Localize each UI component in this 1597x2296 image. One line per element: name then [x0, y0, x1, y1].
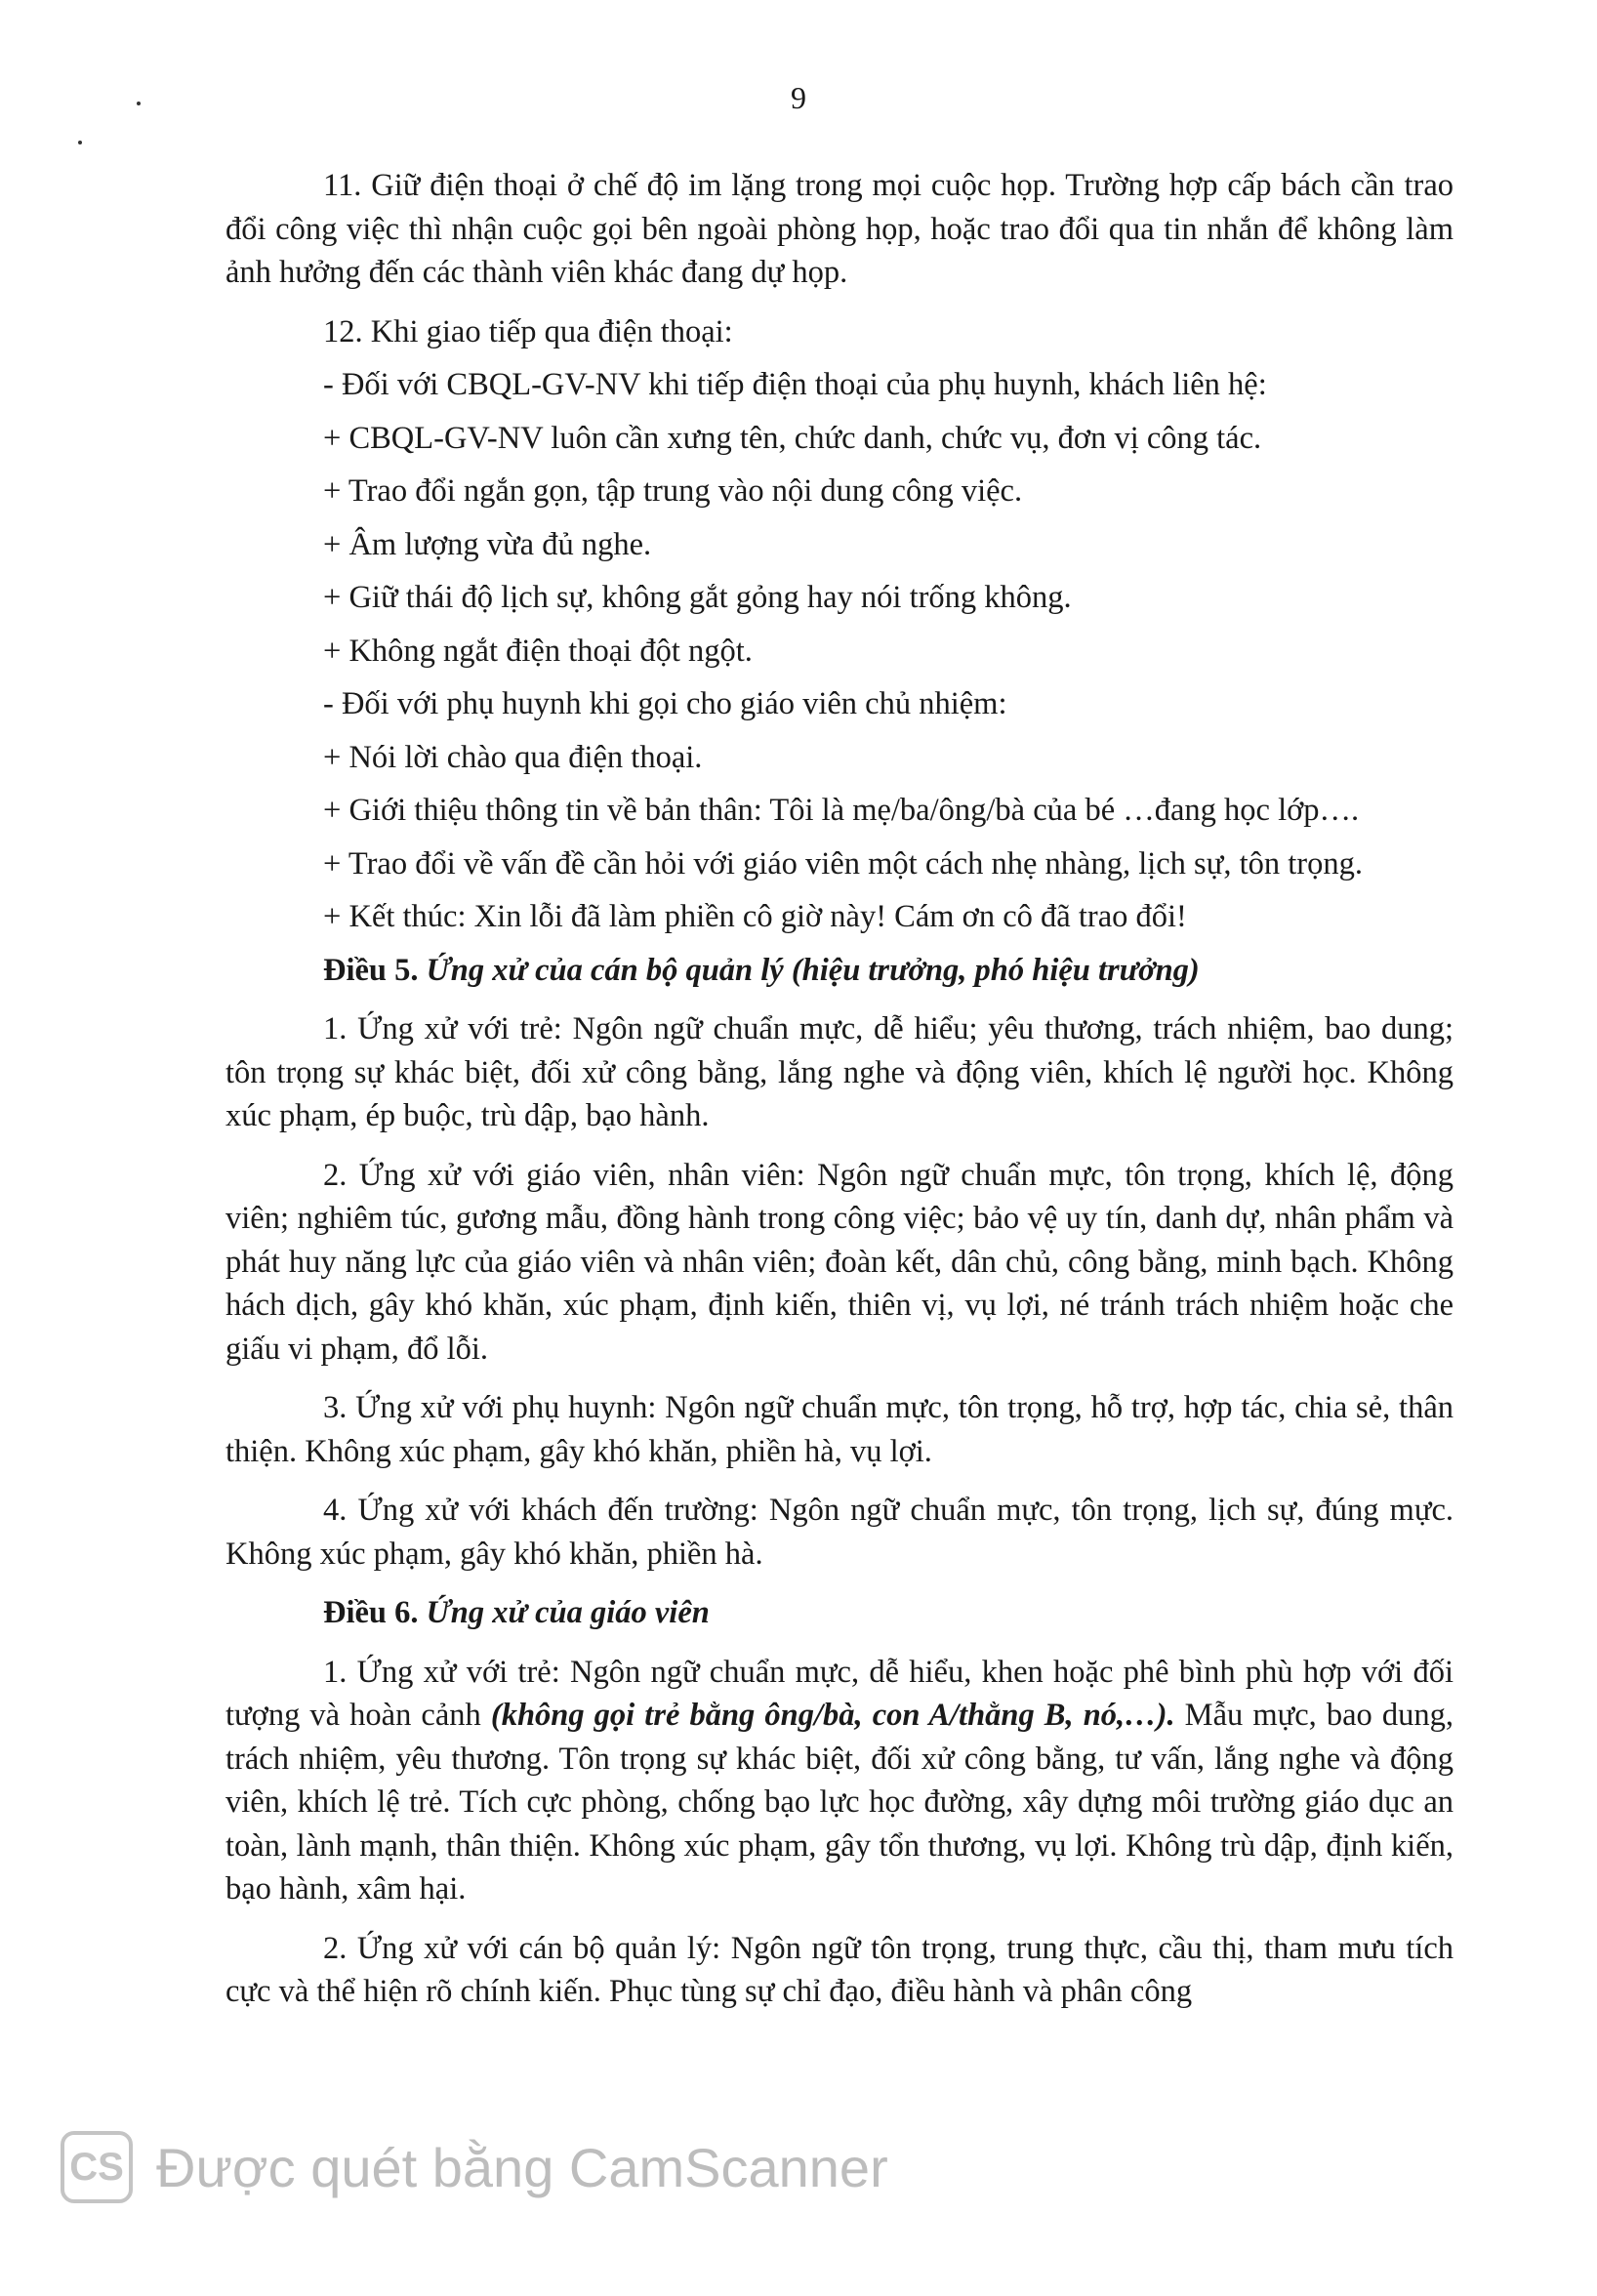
list-item: - Đối với CBQL-GV-NV khi tiếp điện thoại của phụ huynh, khách liên hệ:	[323, 367, 1267, 402]
paragraph-12: 12. Khi giao tiếp qua điện thoại:	[323, 313, 733, 349]
article-5-item: 2. Ứng xử với giáo viên, nhân viên: Ngôn ngữ chuẩn mực, tôn trọng, khích lệ, động viên; nghiêm túc, gương mẫu, đồng hành trong công việc; bảo vệ uy tín, danh dự, nhân phẩm và phát huy năng lực của giáo viên và nhân viên; đoàn kết, dân chủ, công bằng, minh bạch. Không hách dịch, gây khó khăn, xúc phạm, định kiến, thiên vị, vụ lợi, né tránh trách nhiệm hoặc che giấu vi phạm, đổ lỗi.	[225, 1157, 1454, 1367]
article-6-heading	[225, 1591, 1454, 1635]
article-6-item-1-rest: Mẫu mực, bao dung, trách nhiệm, yêu thương. Tôn trọng sự khác biệt, đối xử công bằng, tư vấn, lắng nghe và động viên, khích lệ trẻ. Tích cực phòng, chống bạo lực học đường, xây dựng môi trường giáo dục an toàn, lành mạnh, thân thiện. Không xúc phạm, gây tổn thương, vụ lợi. Không trù dập, định kiến, bạo hành, xâm hại.	[225, 1698, 1454, 1906]
list-item: + Trao đổi về vấn đề cần hỏi với giáo viên một cách nhẹ nhàng, lịch sự, tôn trọng.	[323, 845, 1363, 882]
watermark-text: Được quét bằng CamScanner	[156, 2136, 888, 2198]
article-5-label: Điều 5.	[323, 952, 419, 988]
camscanner-logo-icon: CS	[61, 2131, 133, 2203]
list-item: + Trao đổi ngắn gọn, tập trung vào nội dung công việc.	[323, 473, 1023, 509]
article-6-item-1-emphasis: (không gọi trẻ bằng ông/bà, con A/thằng B, nó,…).	[490, 1698, 1175, 1733]
scan-speck	[78, 141, 82, 144]
list-item: + Không ngắt điện thoại đột ngột.	[323, 633, 753, 669]
article-5-title: Ứng xử của cán bộ quản lý (hiệu trưởng, phó hiệu trưởng)	[426, 952, 1200, 988]
list-item: - Đối với phụ huynh khi gọi cho giáo viên chủ nhiệm:	[323, 686, 1007, 721]
list-item: + CBQL-GV-NV luôn cần xưng tên, chức danh, chức vụ, đơn vị công tác.	[323, 420, 1262, 456]
list-item: + Nói lời chào qua điện thoại.	[323, 739, 703, 775]
article-6-item-1-text: 1. Ứng xử với trẻ: Ngôn ngữ chuẩn mực, dễ hiểu, khen hoặc phê bình phù hợp với đối tượng và hoàn cảnh	[225, 1654, 1454, 1733]
article-5-heading	[225, 949, 1454, 993]
camscanner-watermark	[61, 2128, 888, 2206]
list-item: + Giữ thái độ lịch sự, không gắt gỏng hay nói trống không.	[323, 580, 1072, 615]
article-6-item-1	[225, 1651, 1454, 1911]
article-6-title: Ứng xử của giáo viên	[426, 1595, 710, 1630]
article-5-item: 4. Ứng xử với khách đến trường: Ngôn ngữ chuẩn mực, tôn trọng, lịch sự, đúng mực. Không xúc phạm, gây khó khăn, phiền hà.	[225, 1493, 1454, 1572]
list-item: + Giới thiệu thông tin về bản thân: Tôi là mẹ/ba/ông/bà của bé …đang học lớp….	[323, 793, 1360, 828]
article-6-item-2: 2. Ứng xử với cán bộ quản lý: Ngôn ngữ tôn trọng, trung thực, cầu thị, tham mưu tích cực và thể hiện rõ chính kiến. Phục tùng sự chỉ đạo, điều hành và phân công	[225, 1930, 1454, 2009]
list-item: + Kết thúc: Xin lỗi đã làm phiền cô giờ này! Cám ơn cô đã trao đổi!	[323, 899, 1187, 934]
document-body	[225, 164, 1454, 2030]
article-6-label: Điều 6.	[323, 1595, 419, 1630]
paragraph-11: 11. Giữ điện thoại ở chế độ im lặng trong mọi cuộc họp. Trường hợp cấp bách cần trao đổi công việc thì nhận cuộc gọi bên ngoài phòng họp, hoặc trao đổi qua tin nhắn để không làm ảnh hưởng đến các thành viên khác đang dự họp.	[225, 168, 1454, 290]
article-5-item: 1. Ứng xử với trẻ: Ngôn ngữ chuẩn mực, dễ hiểu; yêu thương, trách nhiệm, bao dung; tôn trọng sự khác biệt, đối xử công bằng, lắng nghe và động viên, khích lệ người học. Không xúc phạm, ép buộc, trù dập, bạo hành.	[225, 1011, 1454, 1133]
article-5-item: 3. Ứng xử với phụ huynh: Ngôn ngữ chuẩn mực, tôn trọng, hỗ trợ, hợp tác, chia sẻ, thân thiện. Không xúc phạm, gây khó khăn, phiền hà, vụ lợi.	[225, 1390, 1454, 1469]
page-number: 9	[791, 80, 806, 115]
list-item: + Âm lượng vừa đủ nghe.	[323, 526, 652, 562]
